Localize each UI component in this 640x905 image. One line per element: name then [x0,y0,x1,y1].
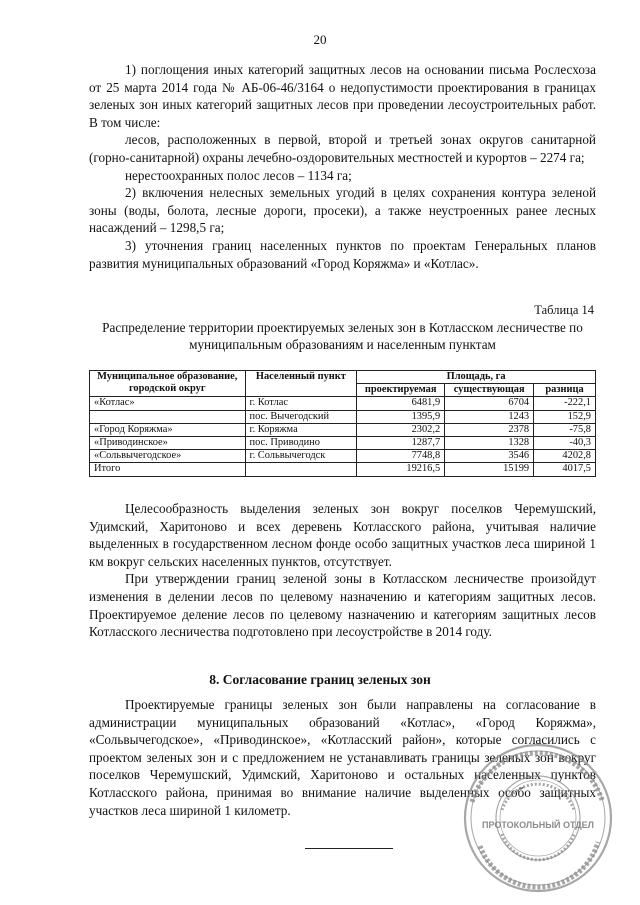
cell-difference: 4202,8 [534,450,596,463]
table-header-row [90,371,596,384]
cell-projected: 7748,8 [357,450,445,463]
cell-settlement [245,463,357,476]
intro-text [89,61,596,272]
cell-projected: 6481,9 [357,397,445,410]
cell-existing: 1243 [445,410,534,423]
cell-difference: 152,9 [534,410,596,423]
cell-settlement: г. Коряжма [245,423,357,436]
cell-projected: 2302,2 [357,423,445,436]
cell-difference: 4017,5 [534,463,596,476]
cell-existing: 2378 [445,423,534,436]
cell-existing: 3546 [445,450,534,463]
paragraph: 1) поглощения иных категорий защитных лесов на основании письма Рослесхоза от 25 марта 2014 года № АБ-06-46/3164 о недопустимости проектирования в границах зеленых зон иных категорий защитных лесов при проведении лесоустроительных работ. В том числе: [89,62,596,130]
cell-existing: 15199 [445,463,534,476]
cell-projected: 1395,9 [357,410,445,423]
footer-rule [305,848,393,849]
section-heading: 8. Согласование границ зеленых зон [209,672,431,687]
table-row [90,410,596,423]
cell-municipality: «Сольвычегодское» [90,450,246,463]
page-number: 20 [313,32,327,47]
cell-municipality: «Город Коряжма» [90,423,246,436]
cell-existing: 1328 [445,437,534,450]
table-row [90,450,596,463]
cell-projected: 19216,5 [357,463,445,476]
paragraph: Целесообразность выделения зеленых зон вокруг поселков Черемушский, Удимский, Харитоново и всех деревень Котласского района, учитывая наличие выделенных в государственном лесном фонде особо защитных участков леса шириной 1 км вокруг сельских населенных пунктов, отсутствует. [89,501,596,569]
cell-municipality: «Котлас» [90,397,246,410]
cell-difference: -75,8 [534,423,596,436]
header-area: Площадь, га [357,371,596,384]
cell-municipality: «Приводинское» [90,437,246,450]
header-existing: существующая [445,384,534,397]
table-row [90,437,596,450]
cell-projected: 1287,7 [357,437,445,450]
round-seal-stamp [462,742,614,894]
header-settlement: Населенный пункт [245,371,357,397]
cell-municipality: Итого [90,463,246,476]
table-row [90,423,596,436]
paragraph: При утверждении границ зеленой зоны в Котласском лесничестве произойдут изменения в делении лесов по целевому назначению и категориям защитных лесов. Проектируемое деление лесов по целевому назначению и категориям защитных лесов Котласского лесничества подготовлено при лесоустройстве в 2014 году. [89,571,596,640]
cell-settlement: пос. Вычегодский [245,410,357,423]
area-table [89,370,596,477]
header-municipality: Муниципальное образование, городской округ [90,371,246,397]
table-caption: Распределение территории проектируемых зеленых зон в Котласском лесничестве по муниципальным образованиям и населенным пунктам [102,320,583,352]
paragraph: 3) уточнения границ населенных пунктов по проектам Генеральных планов развития муниципальных образований «Город Коряжма» и «Котлас». [89,237,596,271]
cell-municipality [90,410,246,423]
cell-difference: -40,3 [534,437,596,450]
table-row [90,397,596,410]
header-difference: разница [534,384,596,397]
table-label: Таблица 14 [534,303,594,317]
paragraph: Проектируемые границы зеленых зон были направлены на согласование в администрации муниципальных образований «Котлас», «Город Коряжма», «Сольвычегодское», «Приводинское», «Котласский район», которые согласились с проектом зеленых зон и с предложением не устанавливать границы зеленых зон вокруг поселков Черемушский, Удимский, Харитоново и остальных населенных пунктов Котласского района, принимая во внимание наличие выделенных особо защитных участков леса шириной 1 километр. [89,697,596,818]
table-total-row [90,463,596,476]
cell-existing: 6704 [445,397,534,410]
cell-settlement: пос. Приводино [245,437,357,450]
paragraph: лесов, расположенных в первой, второй и третьей зонах округов санитарной (горно-санитарной) охраны лечебно-оздоровительных местностей и курортов – 2274 га; [89,132,596,165]
header-projected: проектируемая [357,384,445,397]
cell-settlement: г. Котлас [245,397,357,410]
paragraph: нерестоохранных полос лесов – 1134 га; [125,167,352,183]
middle-text [89,500,596,641]
cell-difference: -222,1 [534,397,596,410]
cell-settlement: г. Сольвычегодск [245,450,357,463]
stamp-center-text: ПРОТОКОЛЬНЫЙ ОТДЕЛ [482,820,594,830]
paragraph: 2) включения нелесных земельных угодий в целях сохранения контура зеленой зоны (воды, болота, лесные дороги, просеки), а также неустроенных ранее лесных насаждений – 1298,5 га; [89,185,596,236]
